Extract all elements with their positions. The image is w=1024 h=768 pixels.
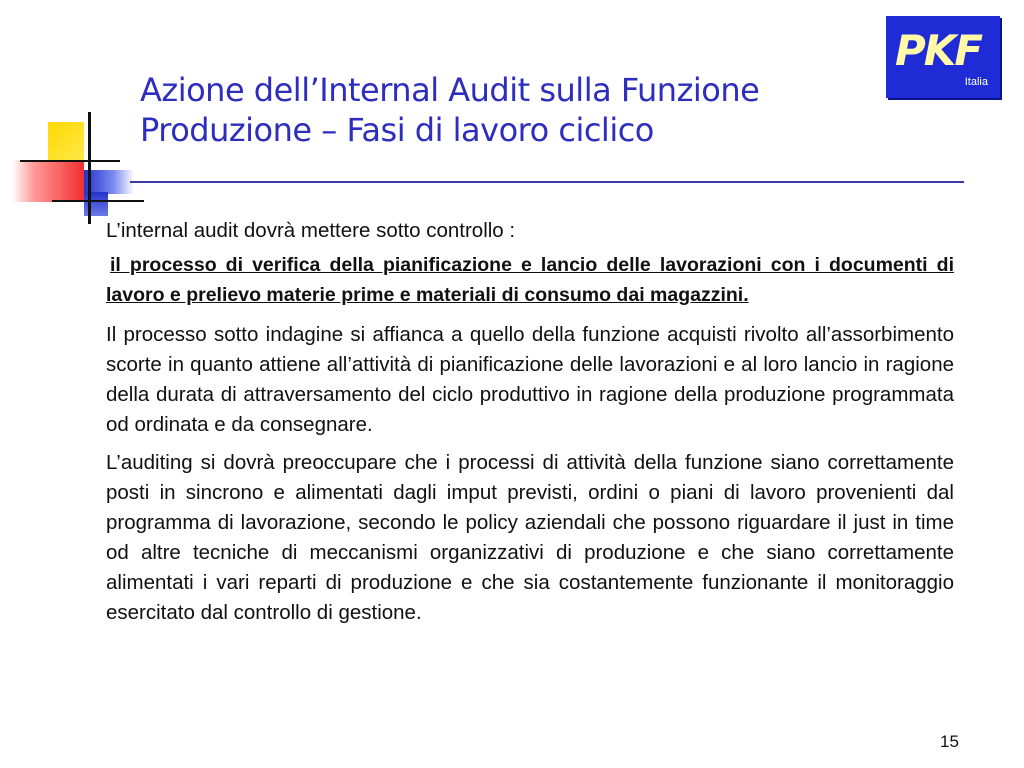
- yellow-square: [48, 122, 84, 162]
- paragraph-2: L’auditing si dovrà preoccupare che i processi di attività della funzione siano correttamente posti in sincrono e alimentati dagli imput previsti, ordini o piani di lavoro provenienti dal programma di lavorazione, secondo le policy aziendali che possono riguardare il just in time od altre tecniche di meccanismi organizzativi di produzione e che siano correttamente alimentati i vari reparti di produzione e che sia costantemente funzionante il monitoraggio esercitato dal controllo di gestione.: [106, 451, 954, 624]
- page-number: 15: [940, 732, 959, 751]
- intro-text: L’internal audit dovrà mettere sotto controllo :: [106, 219, 516, 242]
- logo-text: PKF: [895, 26, 982, 75]
- horizontal-line: [52, 200, 144, 202]
- vertical-line: [88, 112, 91, 224]
- slide-title: [140, 70, 860, 150]
- highlighted-statement-end: .: [743, 284, 749, 306]
- slide-title-line-2: Produzione – Fasi di lavoro ciclico: [140, 111, 654, 149]
- blue-gradient-bar: [84, 170, 134, 194]
- red-gradient-bar: [12, 160, 84, 202]
- title-divider: [130, 181, 964, 183]
- slide-title-line-1: Azione dell’Internal Audit sulla Funzione: [140, 71, 760, 109]
- paragraph-1: Il processo sotto indagine si affianca a quello della funzione acquisti rivolto all’assorbimento scorte in quanto attiene all’attività di pianificazione delle lavorazioni e al loro lancio in ragione della durata di attraversamento del ciclo produttivo in ragione della produzione programmata od ordinata e da consegnare.: [106, 323, 954, 436]
- horizontal-line: [20, 160, 120, 162]
- highlighted-statement-text: il processo di verifica della pianificazione e lancio delle lavorazioni con i documenti di lavoro e prelievo materie prime e materiali di consumo dai magazzini: [106, 254, 954, 306]
- decorative-corner-graphic: [0, 0, 150, 230]
- slide-body: [106, 216, 954, 636]
- pkf-logo: [886, 16, 1000, 98]
- highlighted-statement: [106, 250, 954, 310]
- logo-subtext: Italia: [964, 76, 988, 88]
